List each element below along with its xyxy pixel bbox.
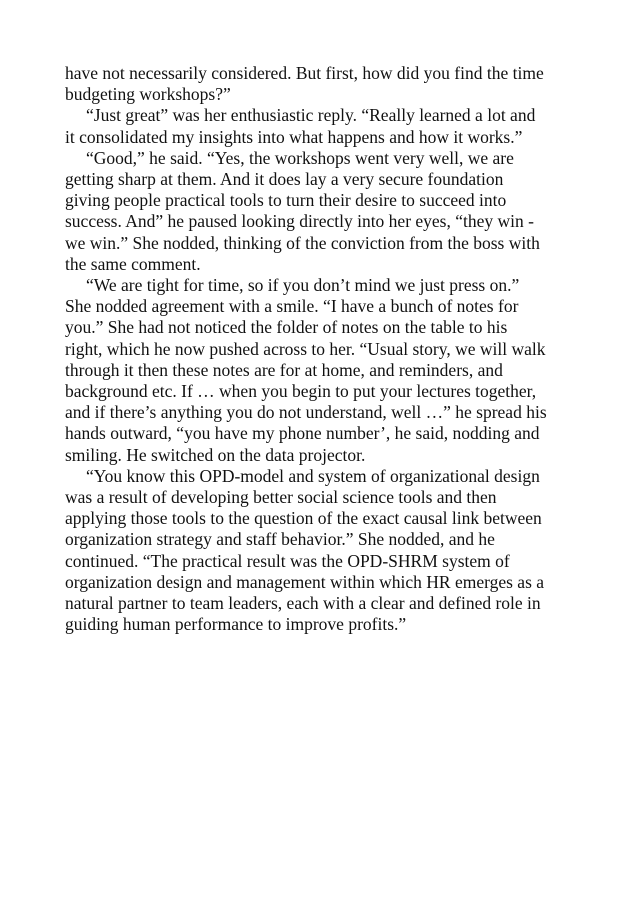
text-line: and if there’s anything you do not understand, well …” he spread his — [65, 402, 547, 423]
text-line: have not necessarily considered. But first, how did you find the time — [65, 63, 544, 83]
text-line: organization design and management within which HR emerges as a — [65, 571, 545, 592]
text-line: organization strategy and staff behavior.” She nodded, and he — [65, 529, 495, 550]
text-line: guiding human performance to improve profits.” — [65, 614, 407, 635]
text-line: continued. “The practical result was the OPD-SHRM system of — [65, 550, 510, 571]
paragraph-2 — [65, 105, 575, 147]
text-line: it consolidated my insights into what happens and how it works.” — [65, 126, 523, 147]
paragraph-4 — [65, 275, 575, 466]
paragraph-5 — [65, 466, 575, 636]
text-line: you.” She had not noticed the folder of notes on the table to his — [65, 317, 508, 338]
text-line: “We are tight for time, so if you don’t mind we just press on.” — [86, 275, 520, 296]
text-line: “Good,” he said. “Yes, the workshops went very well, we are — [86, 147, 514, 168]
text-line: “Just great” was her enthusiastic reply. “Really learned a lot and — [86, 105, 536, 126]
paragraph-3 — [65, 148, 575, 275]
text-line: through it then these notes are for at home, and reminders, and — [65, 359, 503, 380]
document-page — [65, 63, 575, 635]
text-line: smiling. He switched on the data projector. — [65, 444, 366, 465]
text-line: we win.” She nodded, thinking of the conviction from the boss with — [65, 232, 540, 253]
text-line: background etc. If … when you begin to put your lectures together, — [65, 381, 537, 402]
text-line: hands outward, “you have my phone number’, he said, nodding and — [65, 423, 540, 444]
text-line: success. And” he paused looking directly into her eyes, “they win - — [65, 211, 534, 232]
text-line: getting sharp at them. And it does lay a very secure foundation — [65, 169, 504, 190]
text-line: the same comment. — [65, 253, 201, 274]
text-line: budgeting workshops?” — [65, 84, 231, 105]
text-line: giving people practical tools to turn their desire to succeed into — [65, 190, 507, 211]
text-line: was a result of developing better social science tools and then — [65, 487, 497, 508]
text-line: natural partner to team leaders, each with a clear and defined role in — [65, 593, 541, 614]
text-line: applying those tools to the question of the exact causal link between — [65, 508, 542, 529]
text-line: She nodded agreement with a smile. “I have a bunch of notes for — [65, 296, 519, 317]
paragraph-1 — [65, 63, 575, 105]
text-line: right, which he now pushed across to her. “Usual story, we will walk — [65, 338, 546, 359]
text-line: “You know this OPD-model and system of organizational design — [86, 465, 540, 486]
